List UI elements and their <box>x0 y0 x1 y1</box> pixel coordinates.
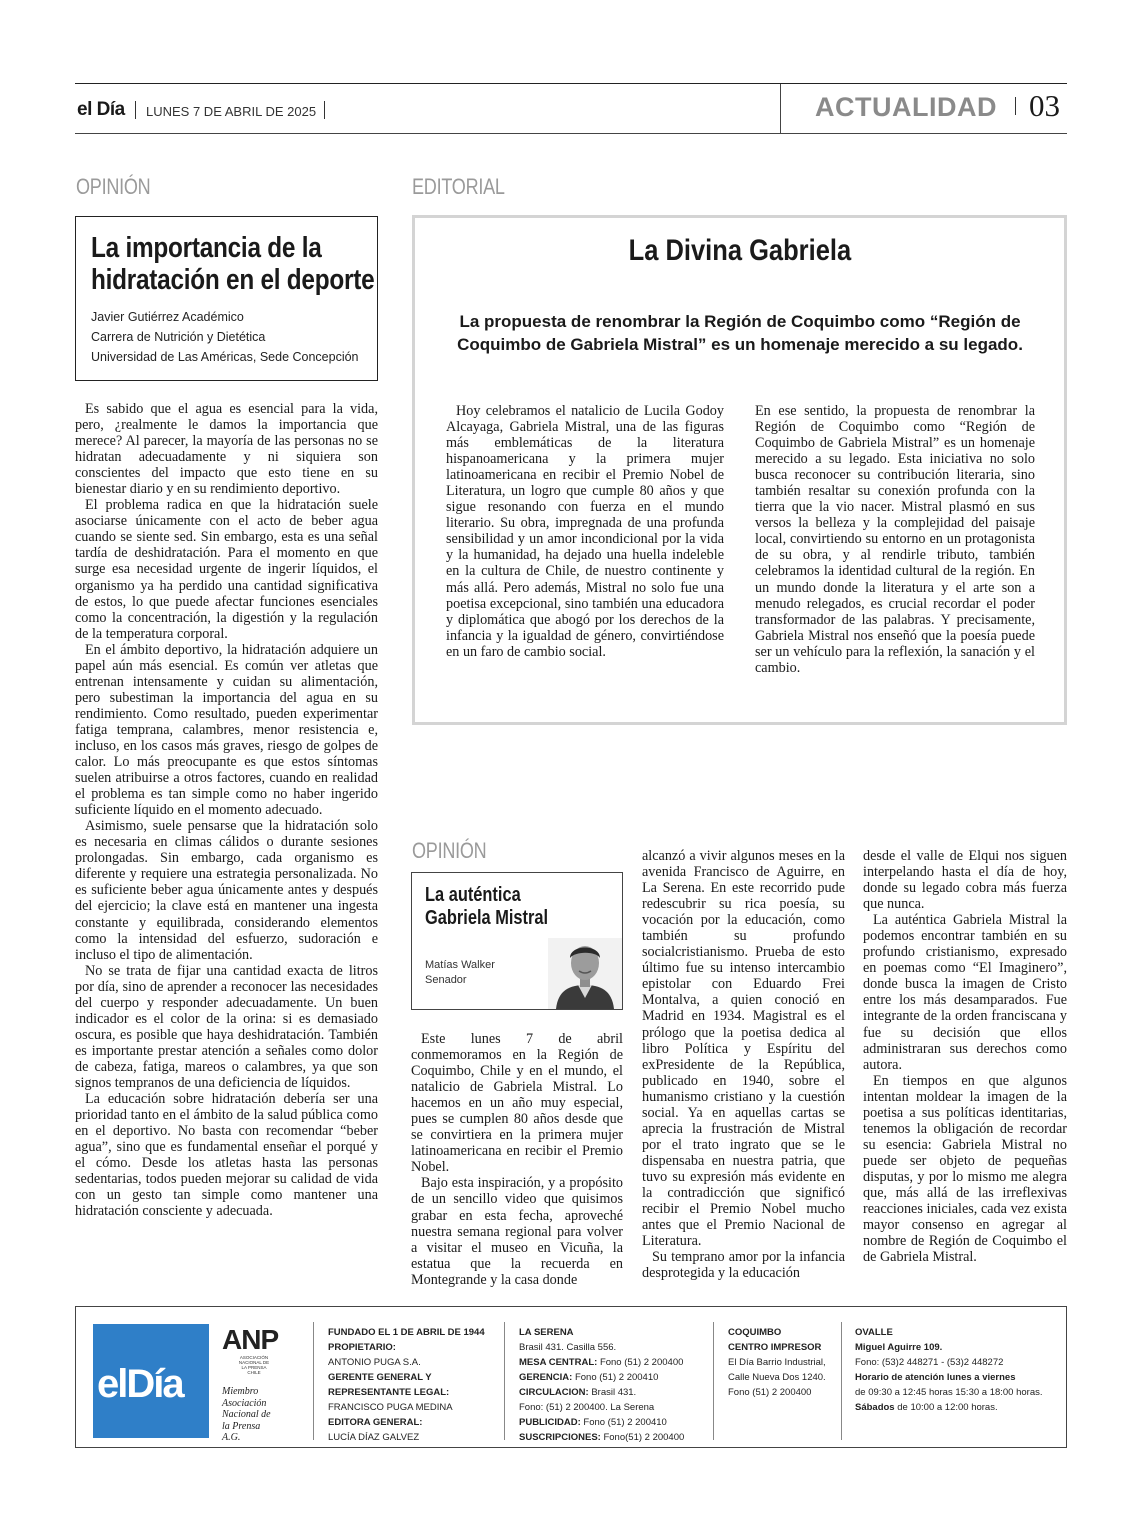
phone: Fono (51) 2 200410 <box>583 1417 667 1428</box>
opinion-title: La importancia de la hidratación en el deporte <box>91 232 375 296</box>
paragraph: La auténtica Gabriela Mistral la podemos encontrar también en su profundo cristianismo, expresado en poemas como “El Imaginero”, donde busca la imagen de Cristo entre los más desamparados. Fue integrante de la orden franciscana y fue su decisión que ellos administraran sus derechos como autora. <box>863 912 1067 1073</box>
founded: FUNDADO EL 1 DE ABRIL DE 1944 <box>328 1327 485 1338</box>
paragraph: El problema radica en que la hidratación suele asociarse únicamente con el acto de beber agua cuando se siente sed. Sin embargo, esta es una señal tardía de deshidratación. Para el momento en que surge esa necesidad urgente de ingerir líquidos, el organismo ya ha perdido una cantidad significativa de estos, lo que puede afectar funciones esenciales como la concentración, la digestión y la regulación de la temperatura corporal. <box>75 497 378 642</box>
opinion-author <box>425 958 495 988</box>
address: El Día Barrio Industrial, <box>728 1357 826 1368</box>
anp-subtitle: ASOCIACIÓN NACIONAL DE LA PRENSA CHILE <box>238 1355 270 1375</box>
editor-label: EDITORA GENERAL: <box>328 1417 423 1428</box>
circulation-label: CIRCULACION: <box>519 1387 589 1398</box>
footer-col-coquimbo <box>728 1325 826 1400</box>
printer-label: CENTRO IMPRESOR <box>728 1342 822 1353</box>
paragraph: Hoy celebramos el natalicio de Lucila Godoy Alcayaga, Gabriela Mistral, una de las figuras más emblemáticas de la literatura hispanoamericana y la primera mujer latinoamericana en recibir el Premio Nobel de Literatura, un logro que cumple 80 años y que sigue resonando con fuerza en el mundo literario. Su obra, impregnada de una profunda sensibilidad y un amor incondicional por la vida y la humanidad, ha dejado una huella indeleble en la cultura de Chile, de nuestro continente y más allá. Pero además, Mistral no solo fue una poetisa excepcional, sino también una educadora y diplomática que abogó por los derechos de la infancia y la igualdad de género, convirtiéndose en un faro de cambio social. <box>446 403 724 660</box>
header-divider <box>1015 97 1016 115</box>
phone: Fono (51) 2 200400 <box>599 1357 684 1368</box>
opinion-title: La auténtica Gabriela Mistral <box>425 884 549 929</box>
opinion-col-2 <box>642 848 845 1281</box>
address: Miguel Aguirre 109. <box>855 1342 943 1353</box>
city-label: COQUIMBO <box>728 1327 782 1338</box>
opinion-label: OPINIÓN <box>412 838 487 863</box>
footer-col-la-serena <box>519 1325 684 1445</box>
issue-date: LUNES 7 DE ABRIL DE 2025 <box>146 104 317 119</box>
phone-label: PUBLICIDAD: <box>519 1417 581 1428</box>
page-number: 03 <box>1029 88 1060 123</box>
city-label: LA SERENA <box>519 1327 574 1338</box>
phone-label: GERENCIA: <box>519 1372 573 1383</box>
phone: Fono(51) 2 200400 <box>603 1432 685 1443</box>
phone: Fono (51) 2 200410 <box>574 1372 659 1383</box>
header-vertical-rule <box>780 84 781 133</box>
member-line: Nacional de <box>222 1409 271 1420</box>
author-name: Matías Walker <box>425 959 495 971</box>
hours-label: Horario de atención lunes a viernes <box>855 1372 1016 1383</box>
saturday-label: Sábados <box>855 1402 895 1413</box>
opinion-col-3 <box>863 848 1067 1265</box>
paragraph: No se trata de fijar una cantidad exacta de litros por día, sino de aprender a reconocer las necesidades del cuerpo y responder adecuadamente. Un buen indicador es el color de la orina: si es demasiado oscura, es posible que haya deshidratación. También es importante prestar atención a señales como dolor de cabeza, fatiga, mareos o calambres, ya que son signos tempranos de una deficiencia de líquidos. <box>75 962 378 1091</box>
manager-label: GERENTE GENERAL Y <box>328 1372 432 1383</box>
brand-logo: el Día <box>77 99 125 120</box>
editorial-label: EDITORIAL <box>412 174 505 199</box>
footer-logo-text: elDía <box>97 1362 183 1406</box>
opinion-author <box>91 307 376 367</box>
footer-divider <box>841 1322 842 1440</box>
owner: ANTONIO PUGA S.A. <box>328 1357 421 1368</box>
paragraph: Bajo esta inspiración, y a propósito de un sencillo video que quisimos grabar en esta fecha, aproveché nuestra semana regional para volver a visitar el museo en Vicuña, la estatua que la recuerda en Montegrande y la casa donde <box>411 1175 623 1288</box>
phone: Fono (51) 2 200400 <box>728 1387 812 1398</box>
phone-label: SUSCRIPCIONES: <box>519 1432 601 1443</box>
manager-label: REPRESENTANTE LEGAL: <box>328 1387 450 1398</box>
paragraph: En el ámbito deportivo, la hidratación adquiere un papel aún más esencial. Es común ver atletas que entrenan intensamente y cuidan su alimentación, pero subestiman la importancia del agua en su rendimiento. Como resultado, pueden experimentar fatiga temprana, calambres, menor resistencia e, incluso, en los casos más graves, riesgo de golpes de calor. Lo más preocupante es que estos síntomas suelen atribuirse a otros factores, cuando en realidad el problema es tan simple como no haber ingerido suficiente líquido en el momento adecuado. <box>75 641 378 819</box>
paragraph: Su temprano amor por la infancia desprotegida y la educación <box>642 1249 845 1282</box>
phone-label: MESA CENTRAL: <box>519 1357 598 1368</box>
editor: LUCÍA DÍAZ GALVEZ <box>328 1432 420 1443</box>
footer-divider <box>313 1322 314 1440</box>
header-divider <box>324 101 325 119</box>
member-line: Asociación <box>222 1397 267 1409</box>
paragraph: En tiempos en que algunos intentan moldear la imagen de la poetisa a sus políticas identitarias, tenemos la obligación de recordar su esencia: Gabriela Mistral no puede ser objeto de pequeñas disputas, y por lo mismo me alegra que, más allá de las irreflexivas reacciones iniciales, cada vez exista mayor consenso en agregar al nombre de Región de Coquimbo el de Gabriela Mistral. <box>863 1072 1067 1266</box>
hours: de 09:30 a 12:45 horas 15:30 a 18:00 horas. <box>855 1387 1043 1398</box>
saturday-hours: de 10:00 a 12:00 horas. <box>897 1402 998 1413</box>
header-divider <box>135 101 136 119</box>
paragraph: Es sabido que el agua es esencial para la vida, pero, ¿realmente le damos la importancia que merece? Al parecer, la mayoría de las personas no se hidratan adecuadamente y ni siquiera son conscientes del impacto que esto tiene en su bienestar diario y en su rendimiento deportivo. <box>75 401 378 498</box>
author-portrait <box>548 938 622 1009</box>
author-line: Universidad de Las Américas, Sede Concepción <box>91 350 359 364</box>
member-line: la Prensa <box>222 1420 261 1432</box>
author-role: Senador <box>425 974 467 986</box>
header-bottom-rule <box>75 133 1067 134</box>
editorial-col-1 <box>446 403 724 660</box>
footer-divider <box>713 1322 714 1440</box>
footer-divider <box>504 1322 505 1440</box>
paragraph: desde el valle de Elqui nos siguen interpelando hasta el día de hoy, donde su legado cobra más fuerza que nunca. <box>863 848 1067 913</box>
member-note <box>222 1386 271 1444</box>
editorial-title <box>412 234 1067 268</box>
opinion-label: OPINIÓN <box>76 174 151 199</box>
address: Calle Nueva Dos 1240. <box>728 1372 826 1383</box>
top-rule <box>75 83 1067 84</box>
circulation-phone: Fono: (51) 2 200400. La Serena <box>519 1402 655 1413</box>
paragraph: En ese sentido, la propuesta de renombrar la Región de Coquimbo como “Región de Coquimbo de Gabriela Mistral” es un homenaje merecido a su legado. Esta iniciativa no solo busca reconocer su contribución literaria, sino también resaltar su conexión profunda con la tierra que la vio nacer. Mistral plasmó en sus versos la belleza y la complejidad del paisaje local, convirtiendo su entorno en un protagonista de su obra, y al rendirle tributo, también celebramos la identidad cultural de la región. En un mundo donde la literatura y el arte son a menudo relegados, es crucial recordar el poder transformador de las palabras. Y precisamente, Gabriela Mistral nos enseñó que la poesía puede ser un vehículo para la reflexión, la sanación y el cambio. <box>755 403 1035 676</box>
city-label: OVALLE <box>855 1327 893 1338</box>
editorial-title-text: La Divina Gabriela <box>628 234 851 267</box>
editorial-lead: La propuesta de renombrar la Región de Coquimbo como “Región de Coquimbo de Gabriela Mistral” es un homenaje merecido a su legado. <box>457 312 1023 354</box>
opinion-col-1 <box>411 1031 623 1288</box>
paragraph: Este lunes 7 de abril conmemoramos en la Región de Coquimbo, Chile y en el mundo, el natalicio de Gabriela Mistral. Lo hacemos en un año muy especial, pues se cumplen 80 años desde que se convirtiera en la primera mujer latinoamericana en recibir el Premio Nobel. <box>411 1031 623 1176</box>
paragraph: Asimismo, suele pensarse que la hidratación solo es necesaria en climas cálidos o durante sesiones prolongadas. Sin embargo, cada organismo es diferente y requiere una estrategia personalizada. No es suficiente beber agua únicamente antes y después del ejercicio; la clave está en mantener una ingesta constante y equilibrada, considerando elementos como la intensidad del esfuerzo, sudoración e incluso el tipo de alimentación. <box>75 818 378 963</box>
manager: FRANCISCO PUGA MEDINA <box>328 1402 453 1413</box>
paragraph: La educación sobre hidratación debería ser una prioridad tanto en el ámbito de la salud pública como en el deportivo. No basta con recomendar “beber agua”, sino que es fundamental enseñar el porqué y el cómo. Desde los atletas hasta las personas sedentarias, todos pueden mejorar su calidad de vida con un gesto tan simple como mantener una hidratación consciente y adecuada. <box>75 1091 378 1220</box>
section-name: ACTUALIDAD <box>815 92 997 122</box>
editorial-col-2 <box>755 403 1035 676</box>
footer-col-ovalle <box>855 1325 1043 1415</box>
member-line: Miembro <box>222 1386 259 1397</box>
footer-col-staff <box>328 1325 485 1445</box>
author-line: Javier Gutiérrez Académico <box>91 310 244 324</box>
member-line: A.G. <box>222 1432 241 1443</box>
circulation: Brasil 431. <box>591 1387 637 1398</box>
address: Brasil 431. Casilla 556. <box>519 1342 617 1353</box>
phone: Fono: (53)2 448271 - (53)2 448272 <box>855 1357 1004 1368</box>
footer-logo <box>93 1324 209 1438</box>
paragraph: alcanzó a vivir algunos meses en la avenida Francisco de Aguirre, en La Serena. En este recorrido pude redescubrir su rica poesía, su vocación por la educación, como también su profundo socialcristianismo. Prueba de esto último fue su intenso intercambio epistolar con Eduardo Frei Montalva, a quien conoció en Madrid en 1934. Magistral es el prólogo que la poetisa dedica al libro Política y Espíritu del exPresidente de la República, publicado en 1940, sobre el humanismo cristiano y la cuestión social. Ya en aquellas cartas se aprecia la frustración de Mistral por el trato ingrato que se le dispensaba en nuestra patria, que tuvo su expresión más evidente en la contradicción que significó recibir el Premio Nobel mucho antes que el Premio Nacional de Literatura. <box>642 848 845 1250</box>
owner-label: PROPIETARIO: <box>328 1342 396 1353</box>
author-line: Carrera de Nutrición y Dietética <box>91 330 266 344</box>
opinion-body <box>75 401 378 1219</box>
anp-logo: ANP <box>222 1324 279 1355</box>
